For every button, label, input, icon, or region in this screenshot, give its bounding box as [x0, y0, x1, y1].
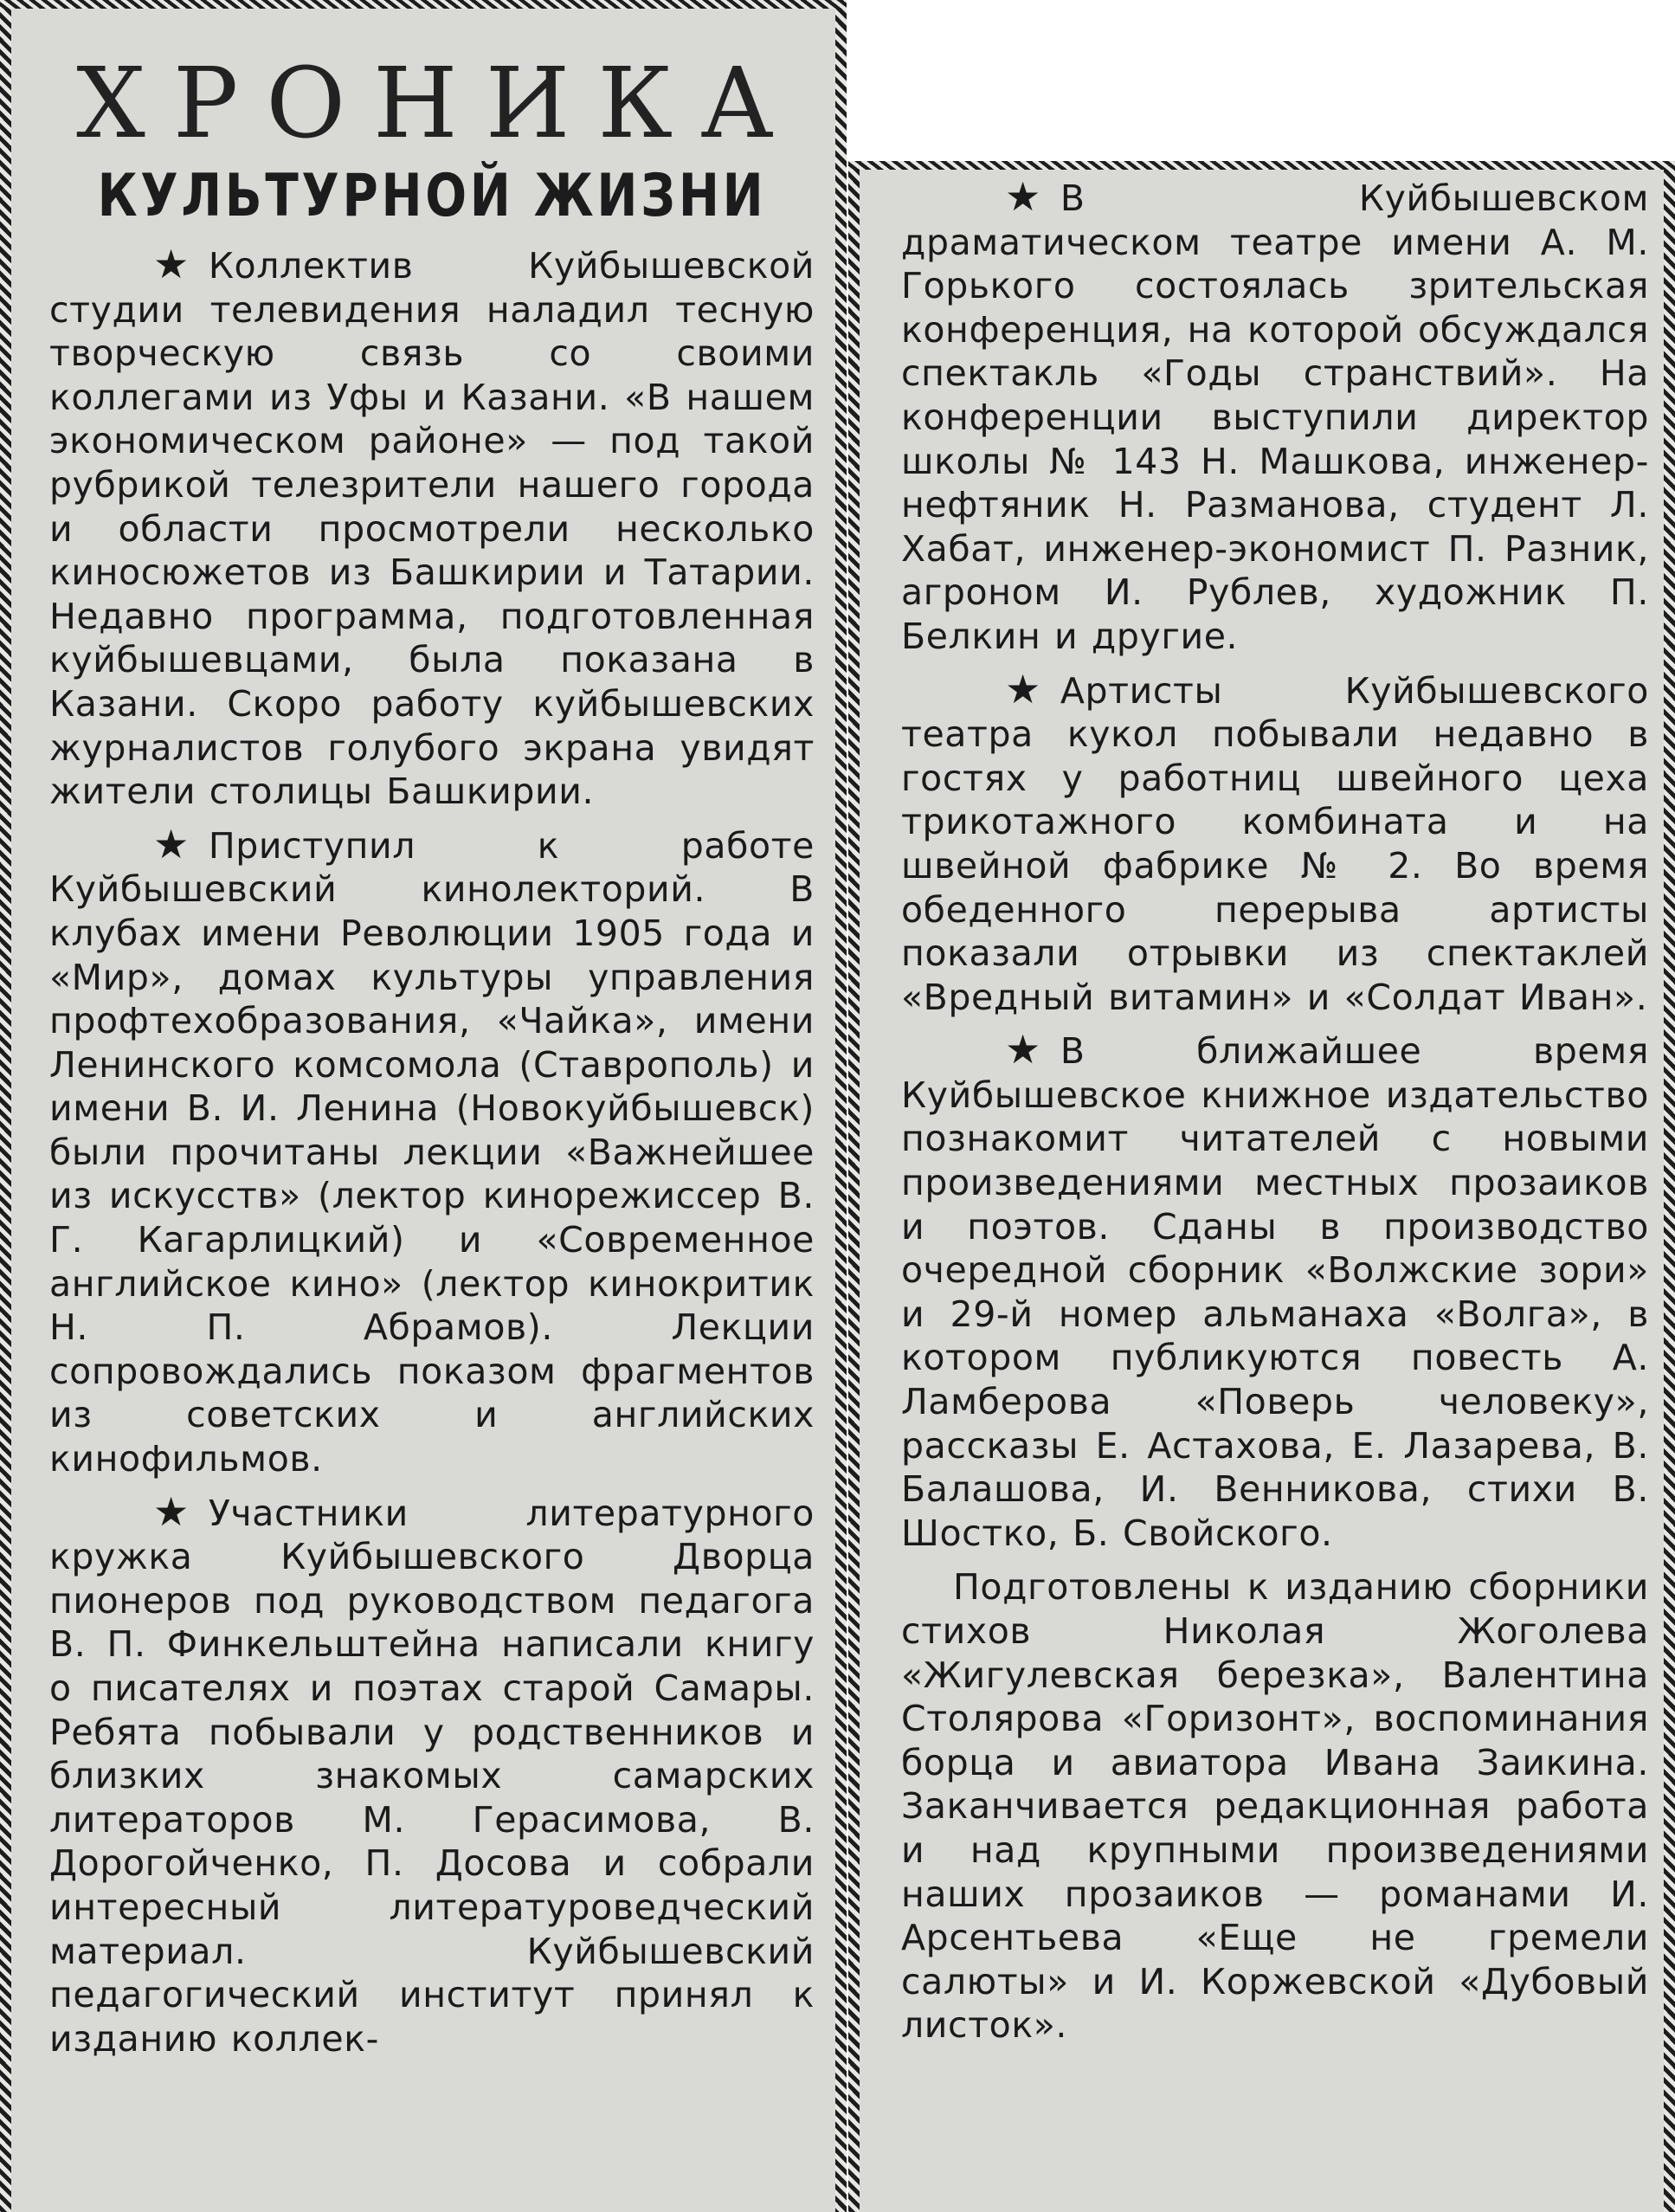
paragraph-text: Приступил к работе Куйбышевский кинолекторий. В клубах имени Революции 1905 года и «Мир», домах культуры управления профтехобразования, «Чайка», имени Ленинского комсомола (Ставрополь) и имени В. И. Ленина (Новокуйбышевск) были прочитаны лекции «Важнейшее из искусств» (лектор кинорежиссер В. Г. Кагарлицкий) и «Современное английское кино» (лектор кинокритик Н. П. Абрамов). Лекции сопровождались показом фрагментов из советских и английских кинофильмов. — [49, 824, 815, 1480]
headline-title: ХРОНИКА — [76, 54, 802, 160]
left-column-content — [49, 54, 815, 2212]
star-icon: ★ — [153, 241, 190, 287]
right-column — [848, 161, 1675, 2212]
article-paragraph — [901, 1026, 1649, 1555]
article-paragraph — [901, 665, 1649, 1020]
right-column-content — [901, 177, 1649, 2212]
paragraph-text: Участники литературного кружка Куйбышевского Дворца пионеров под руководством педагога В. П. Финкельштейна написали книгу о писателях и поэтах старой Самары. Ребята побывали у родственников и близких знакомых самарских литераторов М. Герасимова, В. Дорогойченко, П. Досова и собрали интересный литературоведческий материал. Куйбышевский педагогический институт принял к изданию коллек- — [49, 1492, 815, 2060]
paragraph-text: В Куйбышевском драматическом театре имени А. М. Горького состоялась зрительская конференция, на которой обсуждался спектакль «Годы странствий». На конференции выступили директор школы № 143 Н. Машкова, инженер-нефтяник Н. Разманова, студент Л. Хабат, инженер-экономист П. Разник, агроном И. Рублев, художник П. Белкин и другие. — [901, 177, 1649, 657]
paragraph-text: В ближайшее время Куйбышевское книжное издательство познакомит читателей с новыми произведениями местных прозаиков и поэтов. Сданы в производство очередной сборник «Волжские зори» и 29-й номер альманаха «Волга», в котором публикуются повесть А. Ламберова «Поверь человеку», рассказы Е. Астахова, Е. Лазарева, В. Балашова, И. Венникова, стихи В. Шостко, Б. Свойского. — [901, 1030, 1649, 1554]
article-paragraph — [49, 241, 815, 814]
article-paragraph — [49, 820, 815, 1481]
paragraph-text: Артисты Куйбышевского театра кукол побывали недавно в гостях у работниц швейного цеха трикотажного комбината и на швейной фабрике № 2. Во время обеденного перерыва артисты показали отрывки из спектаклей «Вредный витамин» и «Солдат Иван». — [901, 669, 1649, 1018]
star-icon: ★ — [1005, 177, 1041, 220]
article-paragraph — [901, 1565, 1649, 2048]
paragraph-text: Коллектив Куйбышевской студии телевидения наладил тесную творческую связь со своими коллегами из Уфы и Казани. «В нашем экономическом районе» — под такой рубрикой телезрители нашего города и области просмотрели несколько киносюжетов из Башкирии и Татарии. Недавно программа, подготовленная куйбышевцами, была показана в Казани. Скоро работу куйбышевских журналистов голубого экрана увидят жители столицы Башкирии. — [49, 245, 815, 813]
star-icon: ★ — [153, 820, 190, 867]
star-icon: ★ — [1005, 665, 1041, 713]
article-paragraph — [49, 1487, 815, 2061]
star-icon: ★ — [1005, 1026, 1041, 1074]
star-icon: ★ — [153, 1487, 190, 1535]
article-paragraph — [901, 177, 1649, 659]
paragraph-text: Подготовлены к изданию сборники стихов Николая Жоголева «Жигулевская березка», Валентина Столярова «Горизонт», воспоминания борца и авиатора Ивана Заикина. Заканчивается редакционная работа и над крупными произведениями наших прозаиков — романами И. Арсентьева «Еще не гремели салюты» и И. Коржевской «Дубовый листок». — [901, 1566, 1649, 2047]
headline-subtitle: КУЛЬТУРНОЙ ЖИЗНИ — [97, 162, 767, 230]
